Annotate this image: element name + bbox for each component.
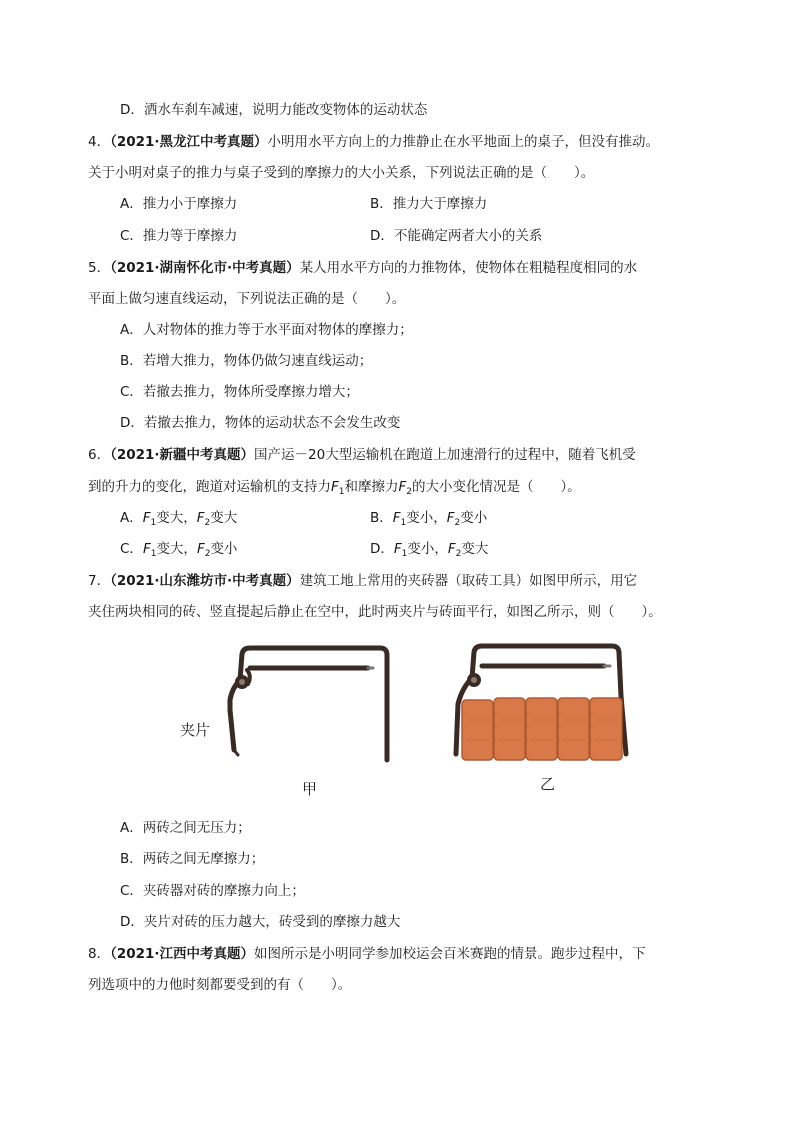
q6-stem-part: 和摩擦力 [344, 479, 399, 495]
sub-1: 1 [150, 518, 157, 528]
q6-option-c [120, 539, 237, 564]
q5-source: （2021·湖南怀化市·中考真题） [110, 260, 300, 276]
q4-source: （2021·黑龙江中考真题） [110, 134, 268, 150]
q8-stem-text: 如图所示是小明同学参加校运会百米赛跑的情景。跑步过程中，下 [254, 946, 646, 962]
q7-option-a: A．两砖之间无压力； [120, 820, 251, 836]
q6-source: （2021·新疆中考真题） [110, 447, 255, 463]
q4-stem-line2: 关于小明对桌子的推力与桌子受到的摩擦力的大小关系，下列说法正确的是（ ）。 [88, 165, 595, 181]
sub-2: 2 [204, 549, 211, 559]
sub-1: 1 [400, 518, 407, 528]
q6-stem-line2 [88, 477, 581, 502]
q6-stem-line1 [88, 445, 636, 465]
label-figure-a: 甲 [302, 780, 318, 798]
q6-option-b [370, 508, 487, 533]
q6-stem-text: 国产运－20大型运输机在跑道上加速滑行的过程中，随着飞机受 [254, 447, 636, 463]
opt-text: 变小， [407, 541, 448, 557]
sub-2: 2 [454, 518, 461, 528]
sub-1: 1 [338, 487, 345, 497]
q8-stem-line1 [88, 944, 646, 964]
q5-stem-text: 某人用水平方向的力推物体，使物体在粗糙程度相同的水 [299, 260, 638, 276]
q4-option-d: D．不能确定两者大小的关系 [370, 228, 543, 244]
q7-option-c: C．夹砖器对砖的摩擦力向上； [120, 883, 305, 899]
sub-2: 2 [455, 549, 462, 559]
q8-number: 8． [88, 946, 111, 962]
q7-stem-line2: 夹住两块相同的砖、竖直提起后静止在空中，此时两夹片与砖面平行，如图乙所示，则（ ）。 [88, 604, 662, 620]
q8-source: （2021·江西中考真题） [110, 946, 255, 962]
opt-text: 变小， [406, 510, 447, 526]
var-f: F [196, 541, 205, 557]
opt-prefix: C． [120, 541, 143, 557]
q4-option-b: B．推力大于摩擦力 [370, 196, 488, 212]
q5-number: 5． [88, 260, 111, 276]
q7-number: 7． [88, 573, 111, 589]
opt-text: 变大， [156, 541, 197, 557]
q4-stem-line1 [88, 132, 659, 152]
opt-text: 变大， [156, 510, 197, 526]
q5-option-b: B．若增大推力，物体仍做匀速直线运动； [120, 353, 373, 369]
q5-option-d: D．若撤去推力，物体的运动状态不会发生改变 [120, 415, 401, 431]
q5-stem-line2: 平面上做匀速直线运动，下列说法正确的是（ ）。 [88, 291, 406, 307]
q5-option-a: A．人对物体的推力等于水平面对物体的摩擦力； [120, 322, 413, 338]
var-f: F [196, 510, 205, 526]
sub-2: 2 [204, 518, 211, 528]
q5-stem-line1 [88, 258, 637, 278]
label-figure-b: 乙 [540, 775, 556, 793]
opt-prefix: A． [120, 510, 143, 526]
q4-option-c: C．推力等于摩擦力 [120, 228, 238, 244]
sub-2: 2 [406, 487, 412, 497]
opt-text: 变小 [460, 510, 488, 526]
q8-stem-line2: 列选项中的力他时刻都要受到的有（ ）。 [88, 977, 352, 993]
q7-option-d: D．夹片对砖的压力越大，砖受到的摩擦力越大 [120, 914, 401, 930]
opt-text: 变大 [210, 510, 238, 526]
q6-option-a [120, 508, 237, 533]
q5-option-c: C．若撤去推力，物体所受摩擦力增大； [120, 384, 359, 400]
opt-text: 变大 [461, 541, 489, 557]
var-f: F [142, 541, 151, 557]
label-clip: 夹片 [180, 721, 211, 739]
sub-1: 1 [401, 549, 408, 559]
opt-text: 变小 [210, 541, 238, 557]
q6-stem-part: 的大小变化情况是（ ）。 [412, 479, 581, 495]
var-f: F [446, 510, 455, 526]
var-f: F [392, 510, 401, 526]
q4-number: 4． [88, 134, 111, 150]
q4-stem-text: 小明用水平方向上的力推静止在水平地面上的桌子，但没有推动。 [267, 134, 660, 150]
sub-1: 1 [150, 549, 157, 559]
var-f: F [331, 479, 339, 495]
brick-clamp-figure-b [444, 636, 644, 768]
q7-stem-text: 建筑工地上常用的夹砖器（取砖工具）如图甲所示，用它 [299, 573, 638, 589]
var-f: F [393, 541, 402, 557]
var-f: F [142, 510, 151, 526]
brick-clamp-figure-a [210, 640, 410, 770]
q6-number: 6． [88, 447, 111, 463]
q3-option-d: D．洒水车刹车减速，说明力能改变物体的运动状态 [120, 102, 428, 118]
var-f: F [398, 479, 407, 495]
q7-source: （2021·山东潍坊市·中考真题） [110, 573, 300, 589]
var-f: F [447, 541, 456, 557]
q7-stem-line1 [88, 571, 637, 591]
q6-stem-part: 到的升力的变化，跑道对运输机的支持力 [88, 479, 331, 495]
opt-prefix: B． [370, 510, 393, 526]
q4-option-a: A．推力小于摩擦力 [120, 196, 238, 212]
opt-prefix: D． [370, 541, 394, 557]
q6-option-d [370, 539, 488, 564]
q7-option-b: B．两砖之间无摩擦力； [120, 851, 265, 867]
